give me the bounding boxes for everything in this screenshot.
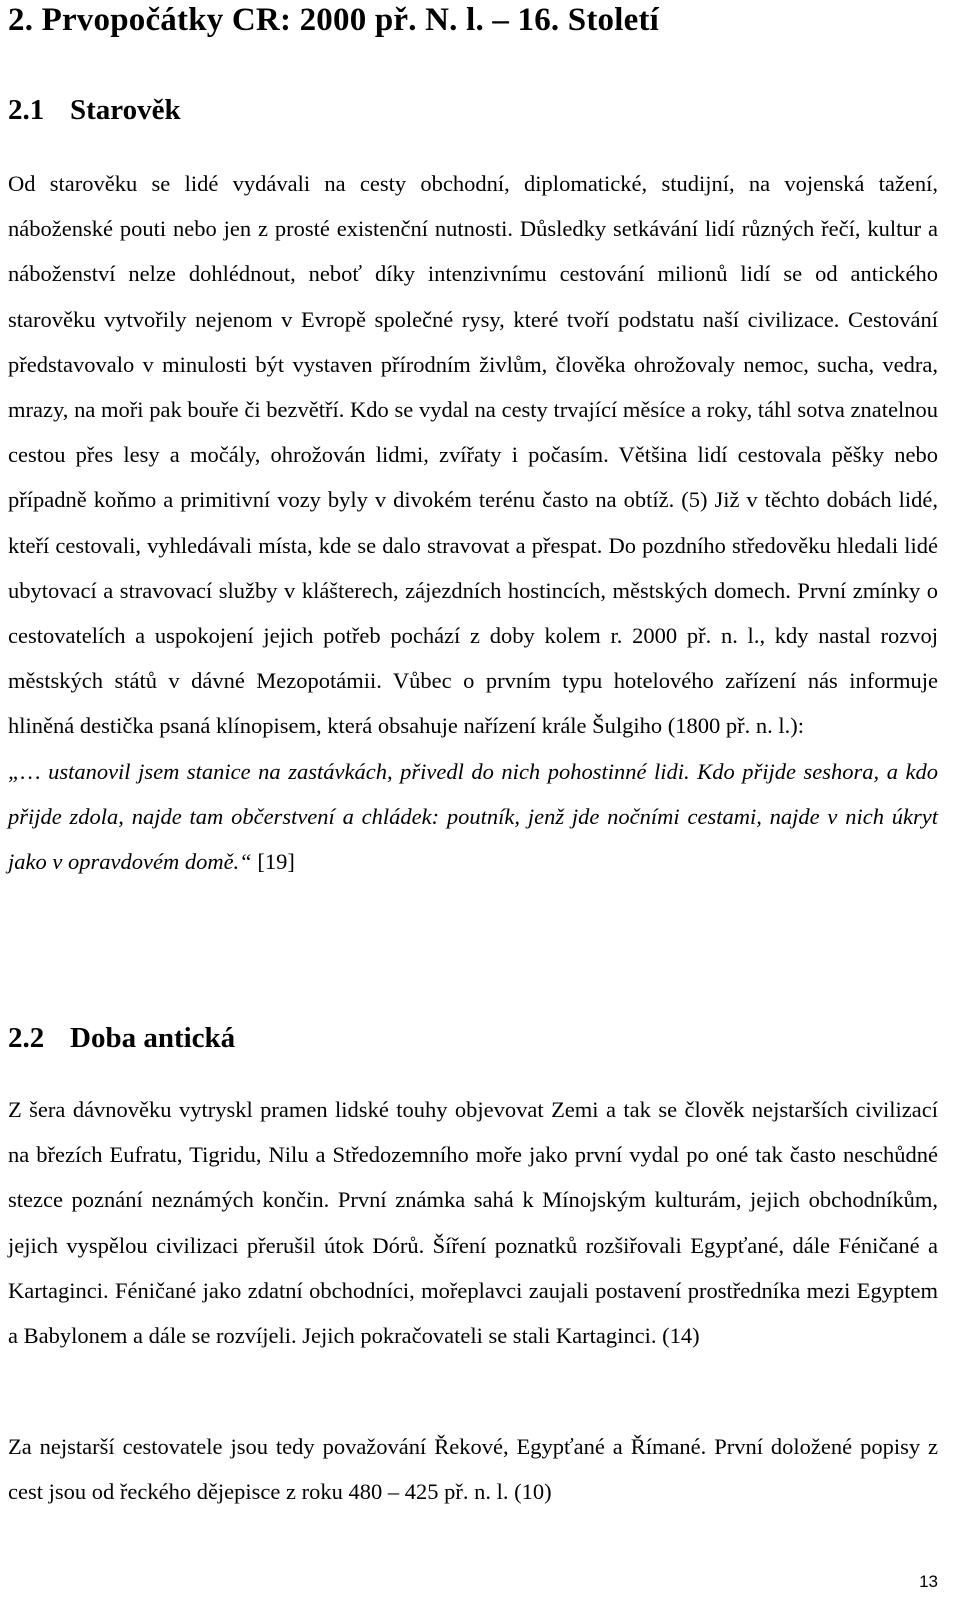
chapter-title: 2. Prvopočátky CR: 2000 př. N. l. – 16. Století: [8, 2, 660, 38]
page-number: 13: [919, 1572, 938, 1591]
section-heading-doba-anticka: [8, 1020, 235, 1056]
quote-citation: [19]: [251, 849, 295, 875]
section-number: 2.1: [8, 94, 45, 126]
section-heading-starovek: [8, 92, 181, 128]
paragraph-doba-anticka-2: Za nejstarší cestovatele jsou tedy považování Řekové, Egypťané a Římané. První doložené popisy z cest jsou od řeckého dějepisce z roku 480 – 425 př. n. l. (10): [8, 1434, 938, 1505]
paragraph-doba-anticka-1: Z šera dávnověku vytryskl pramen lidské touhy objevovat Zemi a tak se člověk nejstarších civilizací na březích Eufratu, Tigridu, Nilu a Středozemního moře jako první vydal po oné tak často neschůdné stezce poznání neznámých končin. První známka sahá k Mínojským kulturám, jejich obchodníkům, jejich vyspělou civilizaci přerušil útok Dórů. Šíření poznatků rozšiřovali Egypťané, dále Féničané a Kartaginci. Féničané jako zdatní obchodníci, mořeplavci zaujali postavení prostředníka mezi Egyptem a Babylonem a dále se rozvíjeli. Jejich pokračovateli se stali Kartaginci. (14): [8, 1097, 938, 1349]
section-number: 2.2: [8, 1022, 45, 1054]
paragraph-starovek: [8, 161, 938, 884]
section-title: Doba antická: [70, 1022, 236, 1054]
section-title: Starověk: [70, 94, 181, 126]
paragraph-text: Od starověku se lidé vydávali na cesty obchodní, diplomatické, studijní, na vojenská tažení, náboženské pouti nebo jen z prosté existenční nutnosti. Důsledky setkávání lidí různých řečí, kultur a náboženství nelze dohlédnout, neboť díky intenzivnímu cestování milionů lidí se od antického starověku vytvořily nejenom v Evropě společné rysy, které tvoří podstatu naší civilizace. Cestování představovalo v minulosti být vystaven přírodním živlům, člověka ohrožovaly nemoc, sucha, vedra, mrazy, na moři pak bouře či bezvětří. Kdo se vydal na cesty trvající měsíce a roky, táhl sotva znatelnou cestou přes lesy a močály, ohrožován lidmi, zvířaty i počasím. Většina lidí cestovala pěšky nebo případně koňmo a primitivní vozy byly v divokém terénu často na obtíž. (5) Již v těchto dobách lidé, kteří cestovali, vyhledávali místa, kde se dalo stravovat a přespat. Do pozdního středověku hledali lidé ubytovací a stravovací služby v klášterech, zájezdních hostincích, městských domech. První zmínky o cestovatelích a uspokojení jejich potřeb pochází z doby kolem r. 2000 př. n. l., kdy nastal rozvoj městských států v dávné Mezopotámii. Vůbec o prvním typu hotelového zařízení nás informuje hliněná destička psaná klínopisem, která obsahuje nařízení krále Šulgiho (1800 př. n. l.):: [8, 171, 938, 739]
quote-sulgi: „… ustanovil jsem stanice na zastávkách, přivedl do nich pohostinné lidi. Kdo přijde seshora, a kdo přijde zdola, najde tam občerstvení a chládek: poutník, jenž jde nočními cestami, najde v nich úkryt jako v opravdovém domě.“: [8, 758, 938, 875]
